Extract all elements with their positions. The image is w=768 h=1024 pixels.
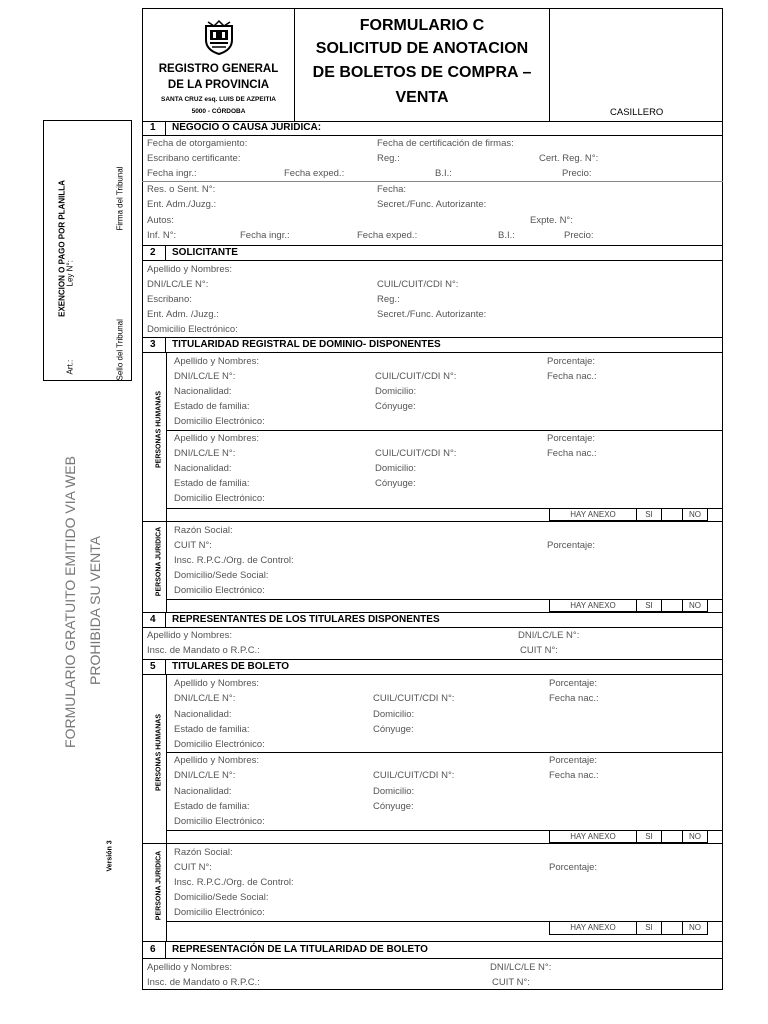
s4-apellido: Apellido y Nombres:	[147, 630, 233, 641]
s1-fecha-ingr-2: Fecha ingr.:	[240, 230, 290, 241]
s3-h2-cuil: CUIL/CUIT/CDI N°:	[375, 448, 457, 459]
s5-h2-porcentaje: Porcentaje:	[549, 755, 598, 766]
s1-bi: B.I.:	[435, 168, 452, 179]
form-title-line1: FORMULARIO C	[359, 17, 485, 34]
s1-precio: Precio:	[562, 168, 592, 179]
s1-expte: Expte. N°:	[530, 215, 573, 226]
s2-dni: DNI/LC/LE N°:	[147, 279, 209, 290]
s2-apellido: Apellido y Nombres:	[147, 264, 233, 275]
exencion-label: EXENCION O PAGO POR PLANILLA	[57, 180, 67, 317]
s3-si-2[interactable]: SI	[645, 601, 653, 610]
s3-h1-porcentaje: Porcentaje:	[547, 356, 596, 367]
section-2-title: SOLICITANTE	[172, 247, 238, 258]
s1-fecha-exped: Fecha exped.:	[284, 168, 345, 179]
s2-cuil: CUIL/CUIT/CDI N°:	[377, 279, 459, 290]
s1-bi-2: B.I.:	[498, 230, 515, 241]
sello-label: Sello del Tribunal	[115, 319, 125, 381]
s3-j-cuit: CUIT N°:	[174, 540, 212, 551]
s5-h1-conyuge: Cónyuge:	[373, 724, 414, 735]
s3-personas-humanas-label: PERSONAS HUMANAS	[155, 391, 163, 469]
form-title-line3: DE BOLETOS DE COMPRA –	[312, 64, 532, 81]
s5-hay-anexo-1: HAY ANEXO	[570, 832, 616, 841]
section-3-title: TITULARIDAD REGISTRAL DE DOMINIO- DISPONENTES	[172, 339, 441, 350]
s3-h2-apellido: Apellido y Nombres:	[174, 433, 260, 444]
s6-apellido: Apellido y Nombres:	[147, 962, 233, 973]
s3-j-dom-elec: Domicilio Electrónico:	[174, 585, 265, 596]
s5-j-sede: Domicilio/Sede Social:	[174, 892, 269, 903]
s1-fecha-otorgamiento: Fecha de otorgamiento:	[147, 138, 248, 149]
s6-insc: Insc. de Mandato o R.P.C.:	[147, 977, 260, 988]
s5-h1-fecha-nac: Fecha nac.:	[549, 693, 599, 704]
s6-dni: DNI/LC/LE N°:	[490, 962, 552, 973]
s3-h1-cuil: CUIL/CUIT/CDI N°:	[375, 371, 457, 382]
s1-fecha-ingr: Fecha ingr.:	[147, 168, 197, 179]
s3-h1-estado: Estado de familia:	[174, 401, 250, 412]
s1-res-sent: Res. o Sent. N°:	[147, 184, 216, 195]
coat-of-arms-icon	[200, 18, 238, 56]
s1-autos: Autos:	[147, 215, 174, 226]
s2-secret: Secret./Func. Autorizante:	[377, 309, 487, 320]
gratuito-line1: FORMULARIO GRATUITO EMITIDO VIA WEB	[62, 456, 78, 748]
s3-j-insc: Insc. R.P.C./Org. de Control:	[174, 555, 294, 566]
org-name-line1: REGISTRO GENERAL	[158, 63, 279, 75]
form-title-line2: SOLICITUD DE ANOTACION	[315, 40, 529, 57]
s5-h1-domicilio: Domicilio:	[373, 709, 415, 720]
s5-h2-cuil: CUIL/CUIT/CDI N°:	[373, 770, 455, 781]
section-5-number: 5	[150, 661, 156, 672]
s3-h2-nacionalidad: Nacionalidad:	[174, 463, 232, 474]
s3-persona-juridica-label: PERSONA JURIDICA	[155, 526, 163, 597]
section-1-number: 1	[150, 122, 156, 133]
s5-h2-nacionalidad: Nacionalidad:	[174, 786, 232, 797]
s2-reg: Reg.:	[377, 294, 400, 305]
section-1-title: NEGOCIO O CAUSA JURIDICA:	[172, 122, 322, 133]
s5-hay-anexo-2: HAY ANEXO	[570, 923, 616, 932]
section-6-title: REPRESENTACIÓN DE LA TITULARIDAD DE BOLETO	[172, 944, 428, 955]
s5-h1-apellido: Apellido y Nombres:	[174, 678, 260, 689]
s3-h1-dom-elec: Domicilio Electrónico:	[174, 416, 265, 427]
s3-si-1[interactable]: SI	[645, 510, 653, 519]
s5-h1-dom-elec: Domicilio Electrónico:	[174, 739, 265, 750]
s5-h1-dni: DNI/LC/LE N°:	[174, 693, 236, 704]
form-title-line4: VENTA	[395, 89, 449, 106]
section-4-number: 4	[150, 614, 156, 625]
s1-reg: Reg.:	[377, 153, 400, 164]
s2-escribano: Escribano:	[147, 294, 192, 305]
s3-h1-fecha-nac: Fecha nac.:	[547, 371, 597, 382]
s5-j-porcentaje: Porcentaje:	[549, 862, 598, 873]
s5-no-2[interactable]: NO	[689, 923, 701, 932]
s5-si-2[interactable]: SI	[645, 923, 653, 932]
s5-h2-conyuge: Cónyuge:	[373, 801, 414, 812]
s5-persona-juridica-label: PERSONA JURIDICA	[155, 850, 163, 921]
s5-j-cuit: CUIT N°:	[174, 862, 212, 873]
s3-h2-porcentaje: Porcentaje:	[547, 433, 596, 444]
s3-j-sede: Domicilio/Sede Social:	[174, 570, 269, 581]
section-4-title: REPRESENTANTES DE LOS TITULARES DISPONENTES	[172, 614, 440, 625]
s2-ent-adm: Ent. Adm. /Juzg.:	[147, 309, 219, 320]
org-name-line2: DE LA PROVINCIA	[167, 79, 270, 91]
s3-hay-anexo-2: HAY ANEXO	[570, 601, 616, 610]
s5-h2-dni: DNI/LC/LE N°:	[174, 770, 236, 781]
s4-dni: DNI/LC/LE N°:	[518, 630, 580, 641]
s3-h1-domicilio: Domicilio:	[375, 386, 417, 397]
s1-fecha-certificacion: Fecha de certificación de firmas:	[377, 138, 514, 149]
org-address-line1: SANTA CRUZ esq. LUIS DE AZPEITIA	[161, 96, 276, 103]
art-label: Art.:	[65, 359, 75, 375]
s1-inf: Inf. N°:	[147, 230, 177, 241]
s5-h2-domicilio: Domicilio:	[373, 786, 415, 797]
org-address-line2: 5000 - CÓRDOBA	[191, 108, 246, 115]
s5-j-razon: Razón Social:	[174, 847, 233, 858]
s5-j-dom-elec: Domicilio Electrónico:	[174, 907, 265, 918]
section-3-number: 3	[150, 339, 156, 350]
s1-cert-reg: Cert. Reg. N°:	[539, 153, 599, 164]
s4-cuit: CUIT N°:	[520, 645, 558, 656]
s1-precio-2: Precio:	[564, 230, 594, 241]
s3-h2-domicilio: Domicilio:	[375, 463, 417, 474]
section-2-number: 2	[150, 247, 156, 258]
s4-insc: Insc. de Mandato o R.P.C.:	[147, 645, 260, 656]
s3-h2-estado: Estado de familia:	[174, 478, 250, 489]
s5-h2-apellido: Apellido y Nombres:	[174, 755, 260, 766]
s3-h1-conyuge: Cónyuge:	[375, 401, 416, 412]
s3-h1-apellido: Apellido y Nombres:	[174, 356, 260, 367]
s5-h1-estado: Estado de familia:	[174, 724, 250, 735]
firma-label: Firma del Tribunal	[115, 166, 125, 231]
s3-j-razon: Razón Social:	[174, 525, 233, 536]
s5-j-insc: Insc. R.P.C./Org. de Control:	[174, 877, 294, 888]
s3-h1-nacionalidad: Nacionalidad:	[174, 386, 232, 397]
s5-no-1[interactable]: NO	[689, 832, 701, 841]
s3-h2-dni: DNI/LC/LE N°:	[174, 448, 236, 459]
s3-h2-fecha-nac: Fecha nac.:	[547, 448, 597, 459]
casillero-label: CASILLERO	[610, 107, 664, 118]
s5-h2-estado: Estado de familia:	[174, 801, 250, 812]
s3-no-1[interactable]: NO	[689, 510, 701, 519]
s1-escribano: Escribano certificante:	[147, 153, 241, 164]
ley-label: Ley N°:	[65, 260, 75, 287]
s3-h1-dni: DNI/LC/LE N°:	[174, 371, 236, 382]
s1-fecha: Fecha:	[377, 184, 407, 195]
s1-ent-adm: Ent. Adm./Juzg.:	[147, 199, 217, 210]
s6-cuit: CUIT N°:	[492, 977, 530, 988]
section-6-number: 6	[150, 944, 156, 955]
s5-h1-porcentaje: Porcentaje:	[549, 678, 598, 689]
gratuito-line2: PROHIBIDA SU VENTA	[87, 535, 103, 685]
s2-domicilio-electronico: Domicilio Electrónico:	[147, 324, 238, 335]
s3-j-porcentaje: Porcentaje:	[547, 540, 596, 551]
s1-fecha-exped-2: Fecha exped.:	[357, 230, 418, 241]
s5-h2-fecha-nac: Fecha nac.:	[549, 770, 599, 781]
s3-h2-dom-elec: Domicilio Electrónico:	[174, 493, 265, 504]
version-label: Versión 3	[106, 840, 114, 872]
s3-hay-anexo-1: HAY ANEXO	[570, 510, 616, 519]
s3-h2-conyuge: Cónyuge:	[375, 478, 416, 489]
s5-h2-dom-elec: Domicilio Electrónico:	[174, 816, 265, 827]
s5-si-1[interactable]: SI	[645, 832, 653, 841]
s1-secret: Secret./Func. Autorizante:	[377, 199, 487, 210]
s3-no-2[interactable]: NO	[689, 601, 701, 610]
section-5-title: TITULARES DE BOLETO	[172, 661, 290, 672]
s5-h1-nacionalidad: Nacionalidad:	[174, 709, 232, 720]
s5-personas-humanas-label: PERSONAS HUMANAS	[155, 714, 163, 792]
s5-h1-cuil: CUIL/CUIT/CDI N°:	[373, 693, 455, 704]
